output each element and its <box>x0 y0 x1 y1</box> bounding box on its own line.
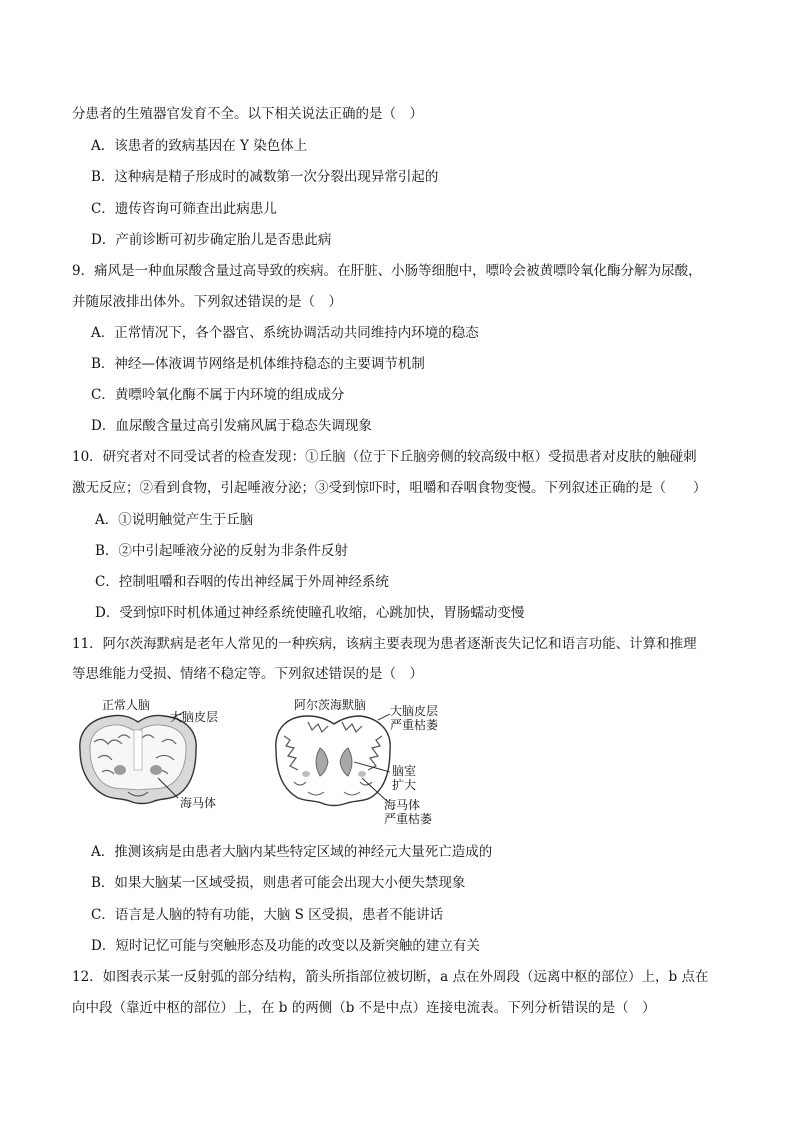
ad-hippocampus-sub-label: 严重枯萎 <box>384 812 433 826</box>
ad-ventricle-label: 脑室 <box>392 764 417 778</box>
q9-option-d: D．血尿酸含量过高引发痛风属于稳态失调现象 <box>91 418 372 434</box>
q8-stem-continuation: 分患者的生殖器官发育不全。以下相关说法正确的是（ ） <box>72 106 423 122</box>
q10-stem-line2: 激无反应；②看到食物，引起唾液分泌；③受到惊吓时，咀嚼和吞咽食物变慢。下列叙述正确的是（ ） <box>72 480 707 496</box>
q11-option-d: D．短时记忆可能与突触形态及功能的改变以及新突触的建立有关 <box>91 938 480 954</box>
q10-option-b: B．②中引起唾液分泌的反射为非条件反射 <box>95 543 348 559</box>
q8-option-b: B．这种病是精子形成时的减数第一次分裂出现异常引起的 <box>91 169 439 185</box>
ad-hippocampus-label: 海马体 <box>384 798 421 812</box>
ad-cortex-label: 大脑皮层 <box>390 704 439 718</box>
q8-option-c: C．遗传咨询可筛查出此病患儿 <box>91 201 277 217</box>
q8-option-d: D．产前诊断可初步确定胎儿是否患此病 <box>91 232 332 248</box>
brain-comparison-figure <box>72 692 472 832</box>
q9-option-a: A．正常情况下，各个器官、系统协调活动共同维持内环境的稳态 <box>91 325 479 341</box>
ad-cortex-sub-label: 严重枯萎 <box>390 718 439 732</box>
q9-stem-line2: 并随尿液排出体外。下列叙述错误的是（ ） <box>72 294 342 310</box>
q11-option-b: B．如果大脑某一区域受损，则患者可能会出现大小便失禁现象 <box>91 875 466 891</box>
normal-cortex-label: 大脑皮层 <box>170 710 219 724</box>
q9-option-b: B．神经—体液调节网络是机体维持稳态的主要调节机制 <box>91 356 425 372</box>
q10-option-d: D．受到惊吓时机体通过神经系统使瞳孔收缩，心跳加快，胃肠蠕动变慢 <box>95 605 525 621</box>
ad-ventricle-sub-label: 扩大 <box>392 778 417 792</box>
normal-brain-title: 正常人脑 <box>102 698 151 712</box>
q11-option-c: C．语言是人脑的特有功能，大脑 S 区受损，患者不能讲话 <box>91 907 444 923</box>
q11-stem-line1: 11．阿尔茨海默病是老年人常见的一种疾病，该病主要表现为患者逐渐丧失记忆和语言功能、计算和推理 <box>72 636 697 652</box>
q10-option-a: A．①说明触觉产生于丘脑 <box>95 512 254 528</box>
q11-option-a: A．推测该病是由患者大脑内某些特定区域的神经元大量死亡造成的 <box>91 844 493 860</box>
q11-stem-line2: 等思维能力受损、情绪不稳定等。下列叙述错误的是（ ） <box>72 666 423 682</box>
alzheimer-brain-drawing <box>276 714 390 806</box>
normal-brain-drawing <box>80 712 196 804</box>
normal-hippocampus-label: 海马体 <box>180 796 217 810</box>
q10-option-c: C．控制咀嚼和吞咽的传出神经属于外周神经系统 <box>95 574 389 590</box>
q9-stem-line1: 9．痛风是一种血尿酸含量过高导致的疾病。在肝脏、小肠等细胞中，嘌呤会被黄嘌呤氧化酶分解为尿酸， <box>72 263 702 279</box>
q8-option-a: A．该患者的致病基因在 Y 染色体上 <box>91 138 308 154</box>
q10-stem-line1: 10．研究者对不同受试者的检查发现：①丘脑（位于下丘脑旁侧的较高级中枢）受损患者对皮肤的触碰刺 <box>72 449 697 465</box>
q9-option-c: C．黄嘌呤氧化酶不属于内环境的组成成分 <box>91 387 345 403</box>
q12-stem-line1: 12．如图表示某一反射弧的部分结构，箭头所指部位被切断，a 点在外周段（远离中枢的部位）上，b 点在 <box>72 969 709 985</box>
ad-brain-title: 阿尔茨海默脑 <box>294 698 367 712</box>
q12-stem-line2: 向中段（靠近中枢的部位）上，在 b 的两侧（b 不是中点）连接电流表。下列分析错误的是（ ） <box>72 1000 656 1016</box>
